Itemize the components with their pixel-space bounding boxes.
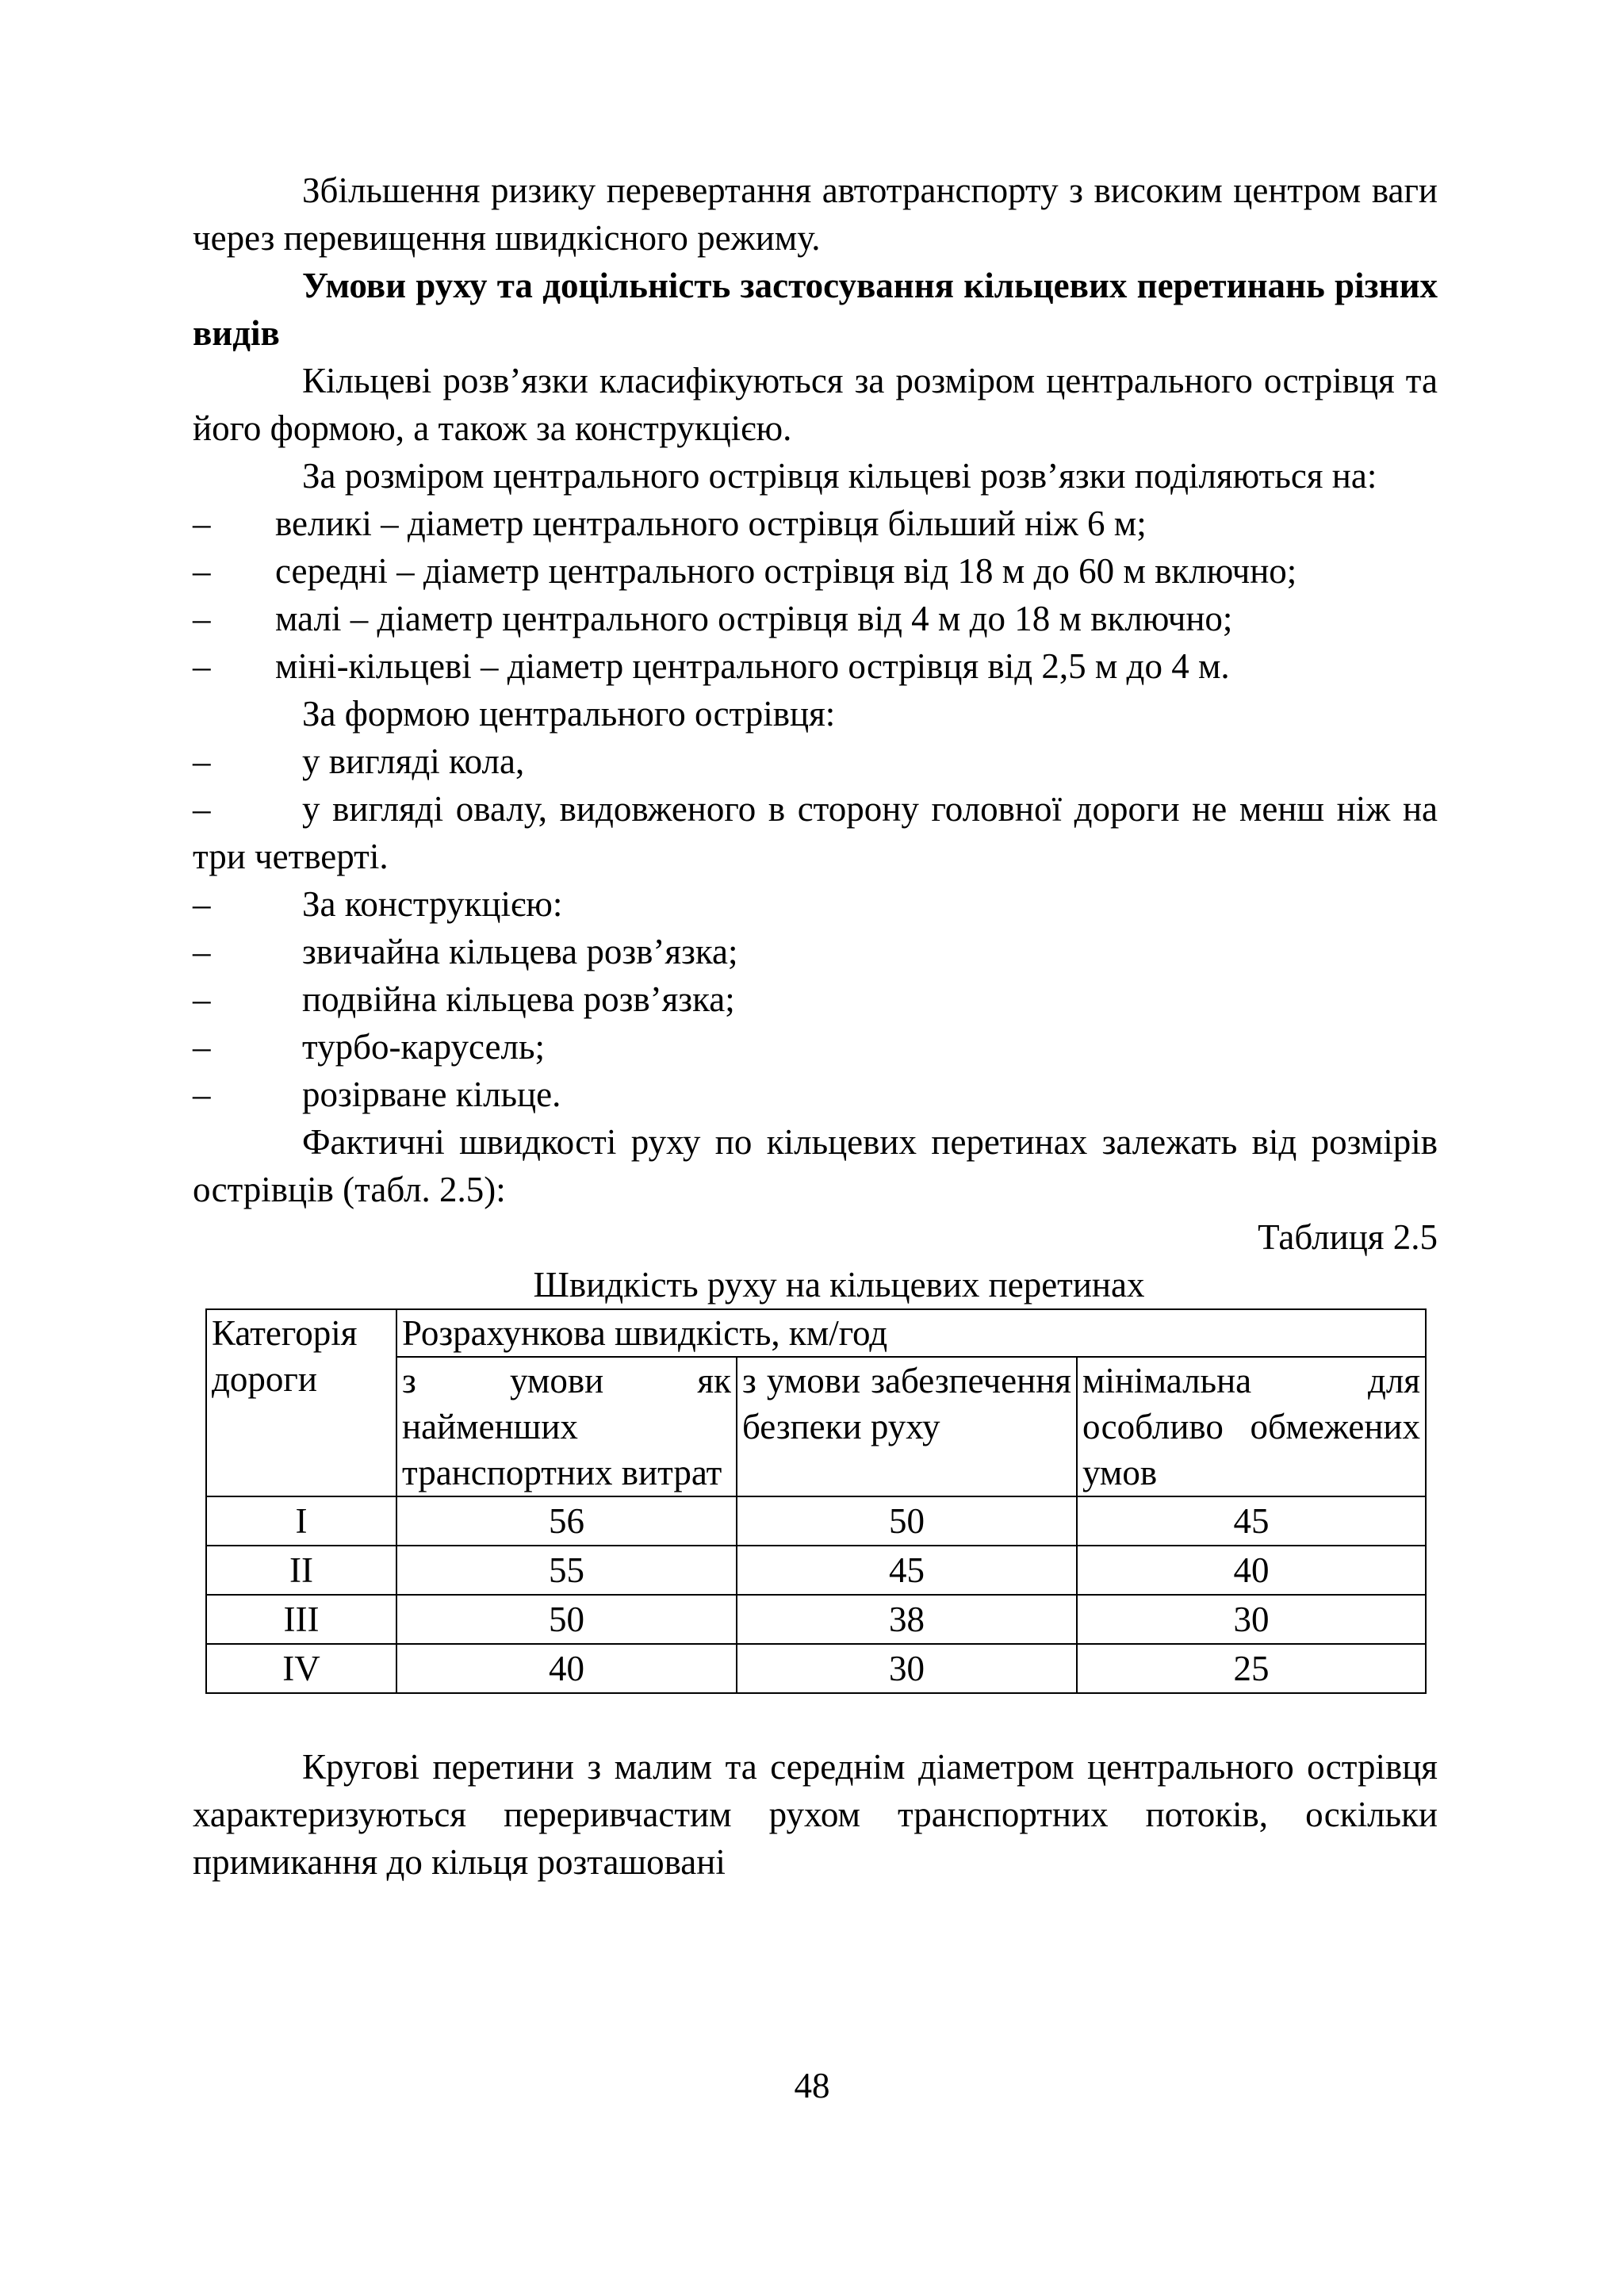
- list-item: – у вигляді кола,: [193, 738, 1438, 785]
- table-row: I 56 50 45: [206, 1496, 1426, 1546]
- table-row: III 50 38 30: [206, 1595, 1426, 1644]
- list-item: – великі – діаметр центрального острівця більший ніж 6 м;: [193, 500, 1438, 547]
- page-number: 48: [794, 2066, 830, 2105]
- dash-marker: –: [193, 741, 211, 781]
- dash-marker: –: [193, 599, 211, 638]
- table-label: Таблиця 2.5: [1258, 1217, 1438, 1257]
- dash-marker: –: [193, 646, 211, 686]
- paragraph-circular: Кругові перетини з малим та середнім діаметром центрального острівця характеризуються переривчастим рухом транспортних потоків, оскільки примикання до кільця розташовані: [193, 1747, 1438, 1882]
- header-restricted-conditions: мінімальна для особливо обмежених умов: [1077, 1357, 1426, 1496]
- table-row: II 55 45 40: [206, 1546, 1426, 1595]
- page-content: [193, 167, 1438, 1886]
- paragraph-speeds: Фактичні швидкості руху по кільцевих перетинах залежать від розмірів острівців (табл. 2.5):: [193, 1122, 1438, 1209]
- list-item: – малі – діаметр центрального острівця від 4 м до 18 м включно;: [193, 595, 1438, 642]
- dash-marker: –: [193, 979, 211, 1019]
- header-min-transport-cost: з умови як найменших транспортних витрат: [396, 1357, 737, 1496]
- dash-marker: –: [193, 504, 211, 543]
- table-row: IV 40 30 25: [206, 1644, 1426, 1693]
- dash-marker: –: [193, 884, 211, 924]
- list-item: – подвійна кільцева розв’язка;: [193, 975, 1438, 1023]
- list-item: – За конструкцією:: [193, 880, 1438, 928]
- paragraph-shape-intro: За формою центрального острівця:: [302, 694, 836, 734]
- dash-marker: –: [193, 789, 211, 829]
- list-item: – турбо-карусель;: [193, 1023, 1438, 1071]
- dash-marker: –: [193, 932, 211, 971]
- shape-list: [193, 738, 1438, 1118]
- list-item: – розірване кільце.: [193, 1071, 1438, 1118]
- paragraph-risk: Збільшення ризику перевертання автотранспорту з високим центром ваги через перевищення швидкісного режиму.: [193, 170, 1438, 258]
- paragraph-classification: Кільцеві розв’язки класифікуються за розміром центрального острівця та його формою, а також за конструкцією.: [193, 361, 1438, 448]
- speed-table: [205, 1308, 1427, 1694]
- dash-marker: –: [193, 1075, 211, 1114]
- list-item: – у вигляді овалу, видовженого в сторону головної дороги не менш ніж на три четверті.: [193, 785, 1438, 880]
- table-title: Швидкість руху на кільцевих перетинах: [533, 1265, 1145, 1305]
- dash-marker: –: [193, 1027, 211, 1067]
- list-item: – середні – діаметр центрального острівця від 18 м до 60 м включно;: [193, 547, 1438, 595]
- header-traffic-safety: з умови забезпечення безпеки руху: [737, 1357, 1077, 1496]
- size-list: [193, 500, 1438, 690]
- section-heading: Умови руху та доцільність застосування кільцевих перетинань різних видів: [193, 266, 1438, 353]
- list-item: – міні-кільцеві – діаметр центрального острівця від 2,5 м до 4 м.: [193, 642, 1438, 690]
- header-design-speed: Розрахункова швидкість, км/год: [396, 1309, 1426, 1357]
- paragraph-size-intro: За розміром центрального острівця кільцеві розв’язки поділяються на:: [302, 456, 1377, 496]
- list-item: – звичайна кільцева розв’язка;: [193, 928, 1438, 975]
- dash-marker: –: [193, 551, 211, 591]
- header-road-category: Категорія дороги: [206, 1309, 396, 1496]
